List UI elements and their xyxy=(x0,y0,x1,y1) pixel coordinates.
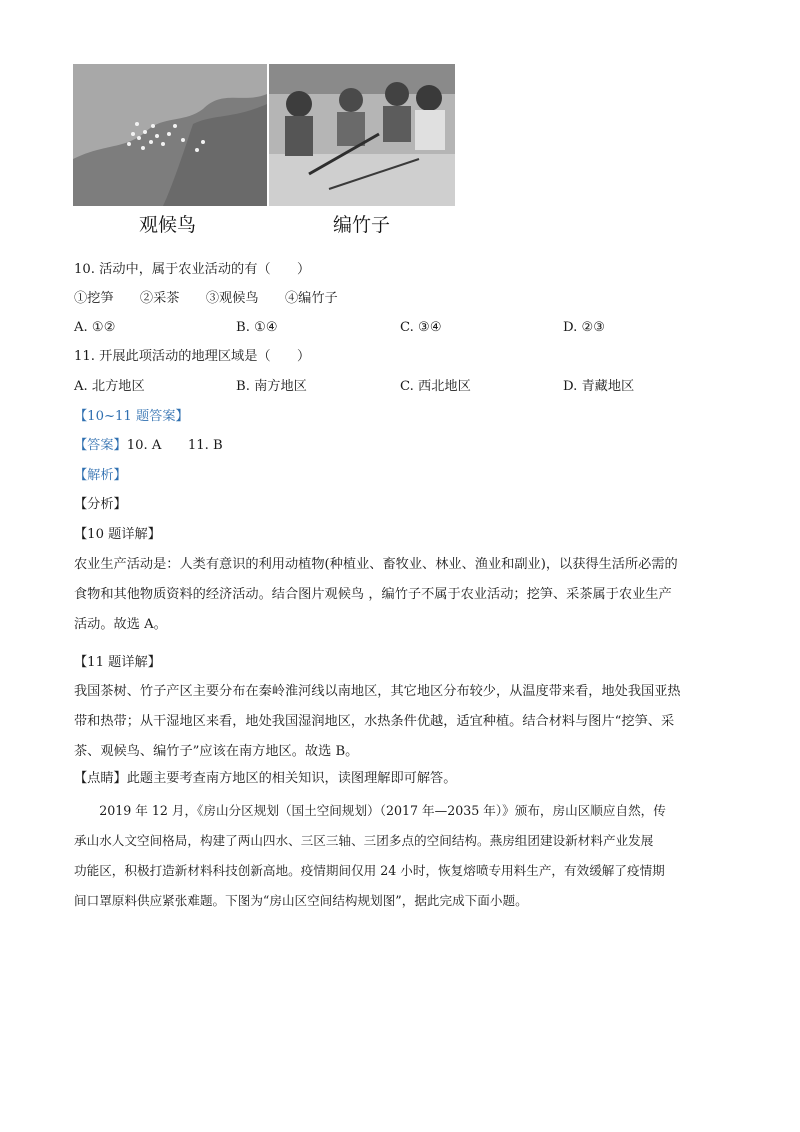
q11-detail-title: 【11 题详解】 xyxy=(74,655,161,670)
q11-option-c: C. 西北地区 xyxy=(400,379,471,394)
q10-option-d: D. ②③ xyxy=(563,320,606,335)
fenxi-tag: 【分析】 xyxy=(74,497,127,512)
q10-items: ①挖笋 ②采茶 ③观候鸟 ④编竹子 xyxy=(74,291,338,306)
bird-watching-caption: 观候鸟 xyxy=(139,214,197,236)
q11-option-a: A. 北方地区 xyxy=(74,379,145,394)
q10-detail-line-3: 活动。故选 A。 xyxy=(74,617,167,632)
answer-heading: 【10~11 题答案】 xyxy=(74,409,189,424)
answer-line xyxy=(74,437,223,455)
q11-detail-paragraph xyxy=(74,677,728,767)
q10-detail-title: 【10 题详解】 xyxy=(74,527,161,542)
q11-option-b: B. 南方地区 xyxy=(236,379,307,394)
passage-line-3: 功能区，积极打造新材料科技创新高地。疫情期间仅用 24 小时，恢复熔喷专用料生产，有效缓解了疫情期 xyxy=(74,863,665,878)
q11-detail-line-1: 我国茶树、竹子产区主要分布在秦岭淮河线以南地区，其它地区分布较少，从温度带来看，地处我国亚热 xyxy=(74,684,681,699)
q10-option-c: C. ③④ xyxy=(400,320,442,335)
activity-photos xyxy=(73,64,455,236)
q10-detail-paragraph xyxy=(74,550,728,640)
passage-line-4: 间口罩原料供应紧张难题。下图为“房山区空间结构规划图”，据此完成下面小题。 xyxy=(74,893,528,908)
q11-stem: 11. 开展此项活动的地理区域是（ ） xyxy=(74,349,311,364)
passage-paragraph xyxy=(74,796,728,916)
q10-option-a: A. ①② xyxy=(74,320,116,335)
bamboo-weaving-photo xyxy=(269,64,455,206)
q11-detail-line-3: 茶、观候鸟、编竹子”应该在南方地区。故选 B。 xyxy=(74,744,359,759)
dianjing-line xyxy=(74,770,456,788)
q11-option-d: D. 青藏地区 xyxy=(563,379,635,394)
q10-detail-line-1: 农业生产活动是：人类有意识的利用动植物(种植业、畜牧业、林业、渔业和副业)，以获得生活所必需的 xyxy=(74,557,678,572)
bamboo-weaving-caption: 编竹子 xyxy=(333,214,391,236)
q10-option-b: B. ①④ xyxy=(236,320,278,335)
passage-line-2: 承山水人文空间格局，构建了两山四水、三区三轴、三团多点的空间结构。燕房组团建设新材料产业发展 xyxy=(74,833,654,848)
answer-text: 10. A 11. B xyxy=(126,438,223,453)
q10-detail-line-2: 食物和其他物质资料的经济活动。结合图片观候鸟 ，编竹子不属于农业活动；挖笋、采茶属于农业生产 xyxy=(74,587,672,602)
analysis-tag: 【解析】 xyxy=(74,468,127,483)
bird-watching-photo xyxy=(73,64,267,206)
q10-stem: 10. 活动中，属于农业活动的有（ ） xyxy=(74,262,311,277)
dianjing-text: 此题主要考查南方地区的相关知识，读图理解即可解答。 xyxy=(126,771,457,786)
passage-line-1: 2019 年 12 月，《房山分区规划（国土空间规划）（2017 年—2035 年）》颁布，房山区顺应自然，传 xyxy=(74,803,666,818)
q11-detail-line-2: 带和热带；从干湿地区来看，地处我国湿润地区，水热条件优越，适宜种植。结合材料与图片“挖笋、采 xyxy=(74,714,675,729)
dianjing-tag: 【点睛】 xyxy=(74,771,127,786)
answer-tag: 【答案】 xyxy=(74,438,127,453)
